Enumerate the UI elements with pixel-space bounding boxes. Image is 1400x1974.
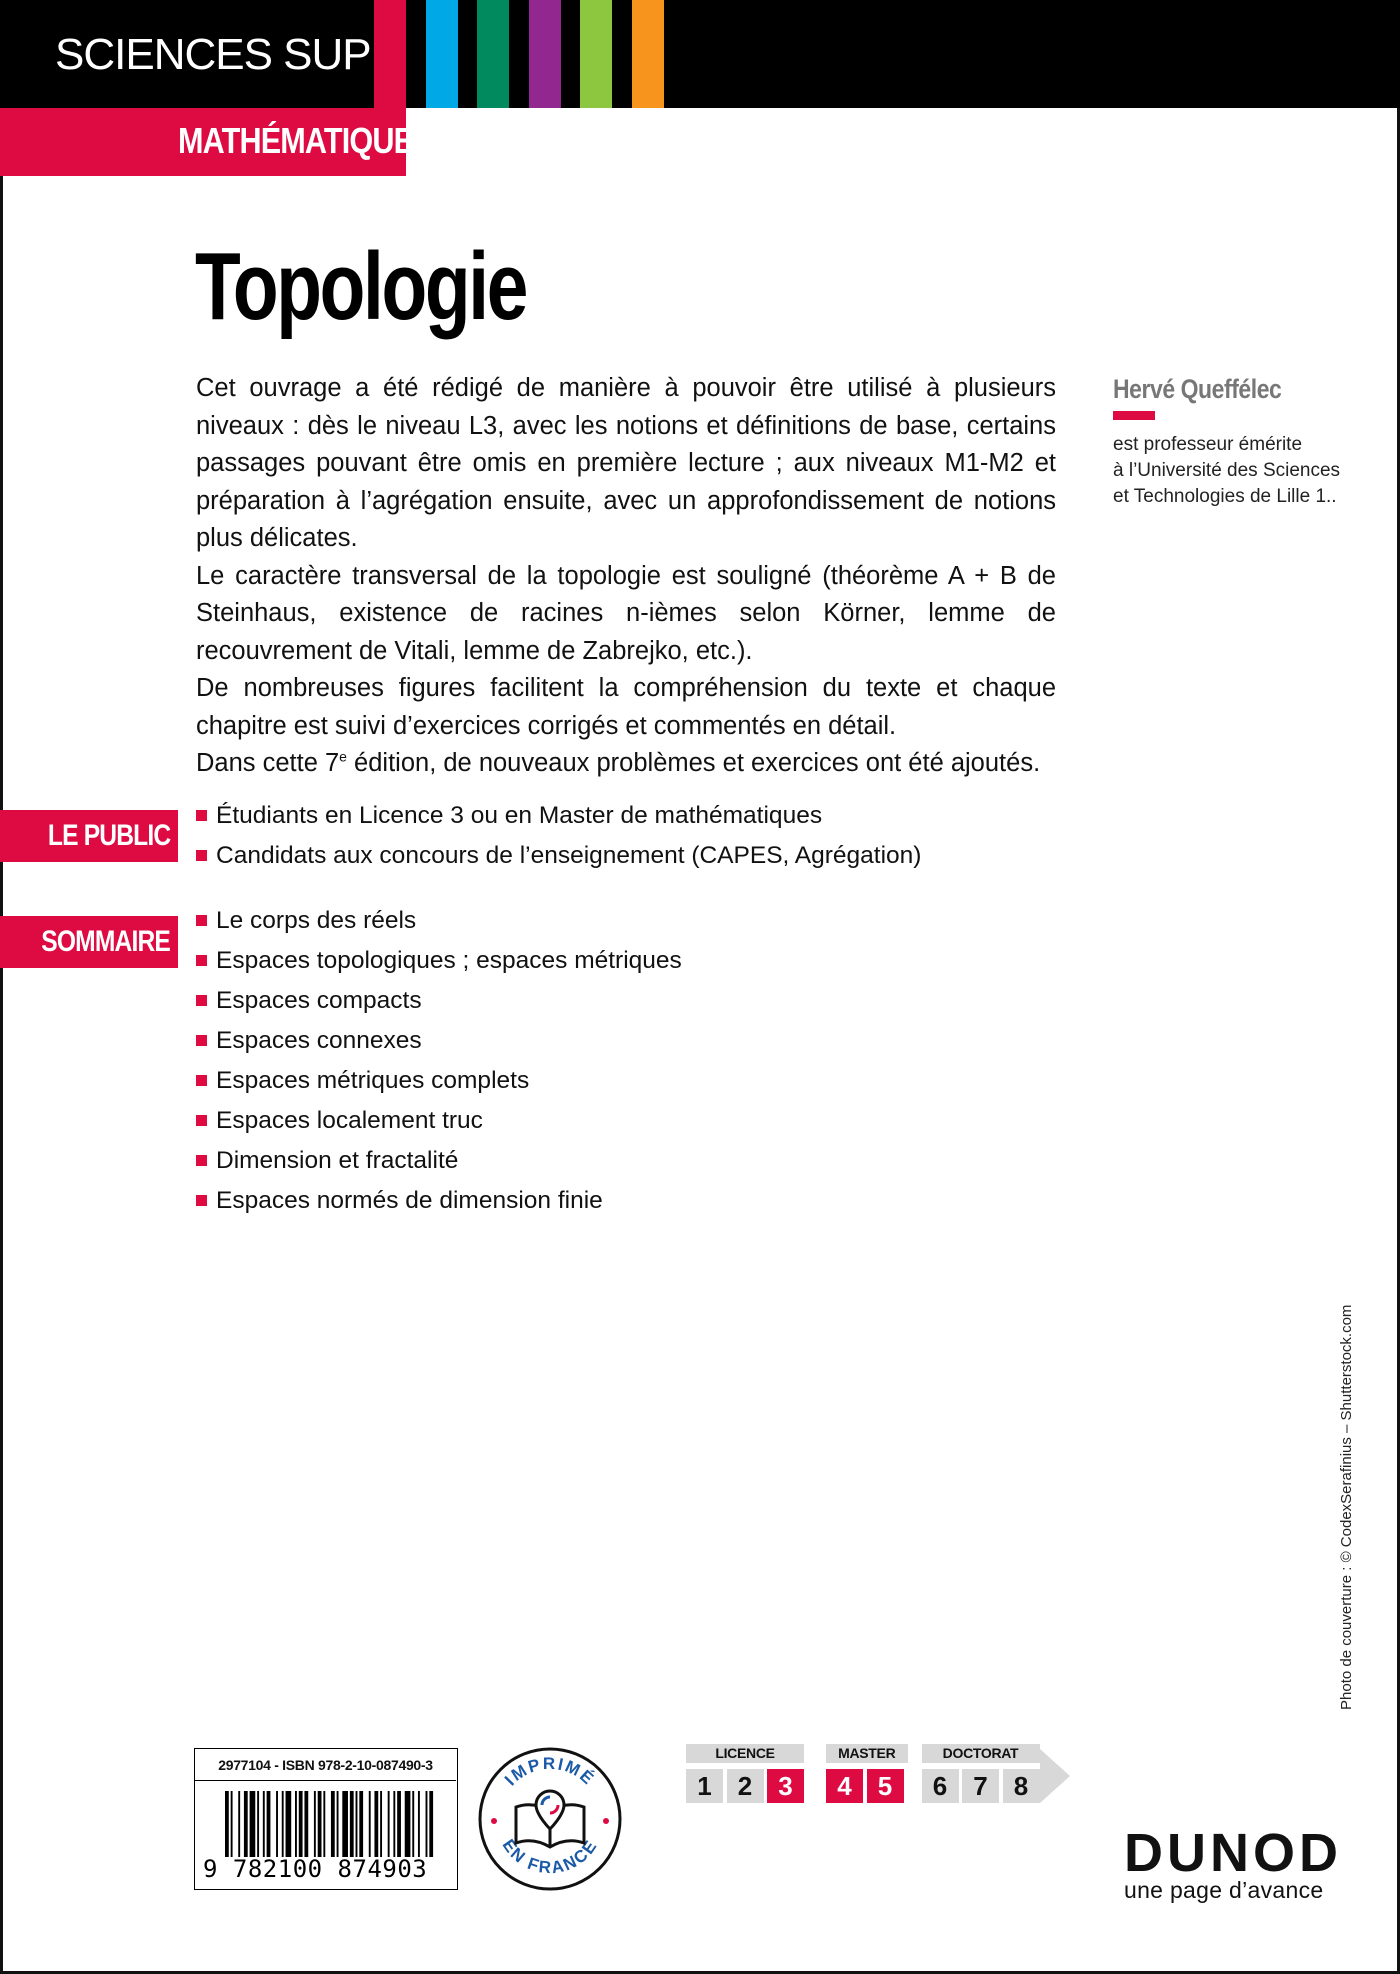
level-arrow-icon [1040, 1749, 1070, 1803]
list-item: Espaces métriques complets [196, 1061, 1096, 1101]
level-cell: 2 [727, 1769, 764, 1803]
list-item: Étudiants en Licence 3 ou en Master de mathématiques [196, 796, 1096, 836]
public-section-tab [0, 810, 178, 862]
level-cell: 8 [1003, 1769, 1040, 1803]
description-paragraph: Le caractère transversal de la topologie est souligné (théorème A + B de Steinhaus, existence de racines n-ièmes selon Körner, lemme de recouvrement de Vitali, lemme de Zabrejko, etc.). [196, 561, 1056, 665]
list-item: Espaces topologiques ; espaces métriques [196, 941, 1096, 981]
barcode-block [194, 1748, 458, 1890]
sommaire-section-label: SOMMAIRE [41, 925, 170, 958]
bullet-square-icon [196, 995, 207, 1006]
list-item: Le corps des réels [196, 901, 1096, 941]
bullet-square-icon [196, 1035, 207, 1046]
level-tracker [686, 1744, 1070, 1808]
imprime-en-france-seal-icon [476, 1745, 624, 1893]
edition-text-end: édition, de nouveaux problèmes et exercices ont été ajoutés. [346, 749, 1041, 777]
subject-label: MATHÉMATIQUES [178, 120, 433, 161]
level-cell: 7 [962, 1769, 999, 1803]
public-section-label: LE PUBLIC [47, 819, 170, 852]
level-group-label: MASTER [826, 1744, 908, 1763]
publisher-tagline: une page d’avance [1124, 1877, 1324, 1903]
bullet-square-icon [196, 915, 207, 926]
isbn-label: 2977104 - ISBN 978-2-10-087490-3 [195, 1749, 456, 1781]
description-paragraph: Cet ouvrage a été rédigé de manière à pouvoir être utilisé à plusieurs niveaux : dès le niveau L3, avec les notions et définitions de base, certains passages pouvant être omis en première lecture ; aux niveaux M1-M2 et préparation à l’agrégation ensuite, avec un approfondissement de notions plus délicates. [196, 374, 1056, 552]
bullet-square-icon [196, 955, 207, 966]
series-color-bar [477, 0, 509, 108]
list-item: Dimension et fractalité [196, 1141, 1096, 1181]
level-cell: 4 [826, 1769, 863, 1803]
author-bio-line: est professeur émérite [1113, 434, 1303, 455]
sommaire-section-tab [0, 916, 178, 968]
publisher-logo [1124, 1823, 1342, 1903]
edition-superscript: e [339, 748, 347, 765]
edition-text-start: Dans cette 7 [196, 749, 340, 777]
bullet-square-icon [196, 1195, 207, 1206]
level-group-label: LICENCE [686, 1744, 804, 1763]
description-paragraph: De nombreuses figures facilitent la compréhension du texte et chaque chapitre est suivi d’exercices corrigés et commentés en détail. [196, 674, 1056, 740]
sommaire-list [196, 901, 1096, 1221]
list-item: Espaces compacts [196, 981, 1096, 1021]
author-bio-line: et Technologies de Lille 1.. [1113, 486, 1337, 507]
book-description [196, 370, 1056, 783]
level-cell: 1 [686, 1769, 723, 1803]
bullet-square-icon [196, 850, 207, 861]
list-item: Candidats aux concours de l’enseignement (CAPES, Agrégation) [196, 836, 1096, 876]
level-cell: 3 [767, 1769, 804, 1803]
series-color-bar [426, 0, 458, 108]
description-paragraph-edition [196, 745, 1056, 783]
list-item: Espaces localement truc [196, 1101, 1096, 1141]
bullet-square-icon [196, 1115, 207, 1126]
level-cell: 6 [922, 1769, 959, 1803]
series-color-bar [529, 0, 561, 108]
bullet-square-icon [196, 1075, 207, 1086]
book-title: Topologie [195, 233, 527, 340]
list-item: Espaces connexes [196, 1021, 1096, 1061]
series-color-bar [580, 0, 612, 108]
seal-bottom-text: EN FRANCE [498, 1835, 602, 1878]
bullet-square-icon [196, 1155, 207, 1166]
series-title: SCIENCES SUP [55, 30, 371, 79]
author-name: Hervé Queffélec [1113, 374, 1282, 404]
public-list [196, 796, 1096, 876]
list-item: Espaces normés de dimension finie [196, 1181, 1096, 1221]
author-rule [1113, 411, 1155, 420]
series-color-bar [632, 0, 664, 108]
bullet-square-icon [196, 810, 207, 821]
seal-top-text: IMPRIMÉ [500, 1754, 599, 1790]
publisher-name: DUNOD [1124, 1823, 1342, 1883]
photo-credit: Photo de couverture : © CodexSerafinius – Shutterstock.com [1338, 1304, 1355, 1710]
barcode-digits: 9 782100 874903 [203, 1855, 428, 1883]
level-cell: 5 [867, 1769, 904, 1803]
level-group-label: DOCTORAT [922, 1744, 1040, 1763]
author-bio [1113, 432, 1343, 510]
barcode-icon [225, 1791, 435, 1857]
author-bio-line: à l’Université des Sciences [1113, 460, 1341, 481]
